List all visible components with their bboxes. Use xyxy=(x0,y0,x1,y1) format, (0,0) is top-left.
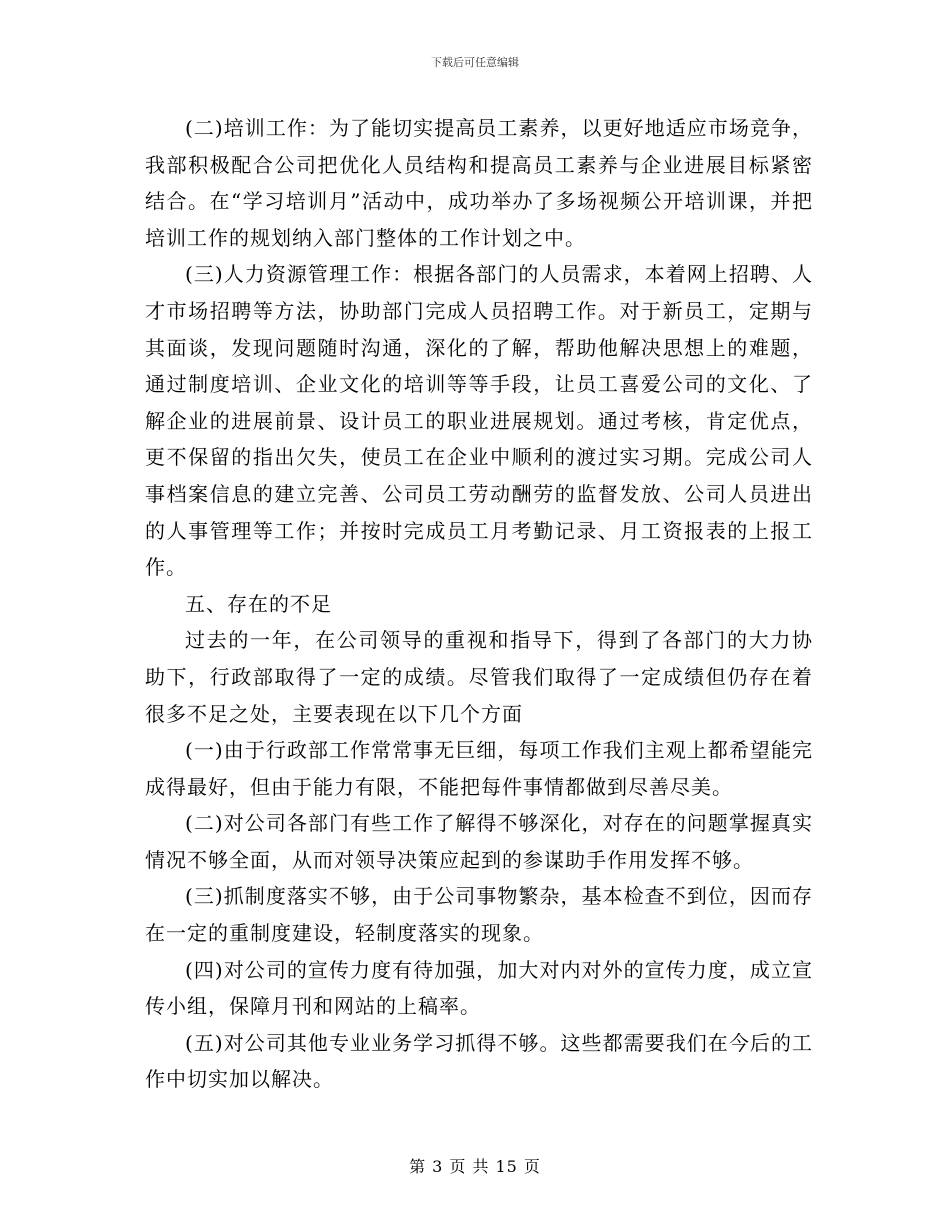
footer-prefix: 第 xyxy=(409,1157,427,1176)
paragraph: (二)培训工作：为了能切实提高员工素养，以更好地适应市场竞争，我部积极配合公司把优化人员结构和提高员工素养与企业进展目标紧密结合。在“学习培训月”活动中，成功举办了多场视频公开培训课，并把培训工作的规划纳入部门整体的工作计划之中。 xyxy=(145,116,813,250)
footer-middle: 页 共 xyxy=(449,1157,490,1176)
document-body xyxy=(145,110,813,1098)
paragraph: (三)抓制度落实不够，由于公司事物繁杂，基本检查不到位，因而存在一定的重制度建设，轻制度落实的现象。 xyxy=(145,884,813,946)
section-heading: 五、存在的不足 xyxy=(185,591,332,616)
footer-suffix: 页 xyxy=(523,1157,541,1176)
page-number: 3 xyxy=(432,1157,444,1176)
total-pages: 15 xyxy=(495,1157,518,1176)
paragraph: (一)由于行政部工作常常事无巨细，每项工作我们主观上都希望能完成得最好，但由于能力有限，不能把每件事情都做到尽善尽美。 xyxy=(145,738,813,799)
paragraph: (四)对公司的宣传力度有待加强，加大对内对外的宣传力度，成立宣传小组，保障月刊和网站的上稿率。 xyxy=(145,957,813,1019)
paragraph: (二)对公司各部门有些工作了解得不够深化，对存在的问题掌握真实情况不够全面，从而对领导决策应起到的参谋助手作用发挥不够。 xyxy=(145,811,813,872)
paragraph: (五)对公司其他专业业务学习抓得不够。这些都需要我们在今后的工作中切实加以解决。 xyxy=(145,1030,813,1092)
paragraph: (三)人力资源管理工作：根据各部门的人员需求，本着网上招聘、人才市场招聘等方法，协助部门完成人员招聘工作。对于新员工，定期与其面谈，发现问题随时沟通，深化的了解，帮助他解决思想上的难题，通过制度培训、企业文化的培训等等手段，让员工喜爱公司的文化、了解企业的进展前景、设计员工的职业进展规划。通过考核，肯定优点，更不保留的指出欠失，使员工在企业中顺利的渡过实习期。完成公司人事档案信息的建立完善、公司员工劳动酬劳的监督发放、公司人员进出的人事管理等工作；并按时完成员工月考勤记录、月工资报表的上报工作。 xyxy=(145,262,813,580)
page-header: 下载后可任意编辑 xyxy=(431,56,519,69)
paragraph: 过去的一年，在公司领导的重视和指导下，得到了各部门的大力协助下，行政部取得了一定的成绩。尽管我们取得了一定成绩但仍存在着很多不足之处，主要表现在以下几个方面 xyxy=(145,628,813,726)
page-footer xyxy=(0,1154,950,1177)
